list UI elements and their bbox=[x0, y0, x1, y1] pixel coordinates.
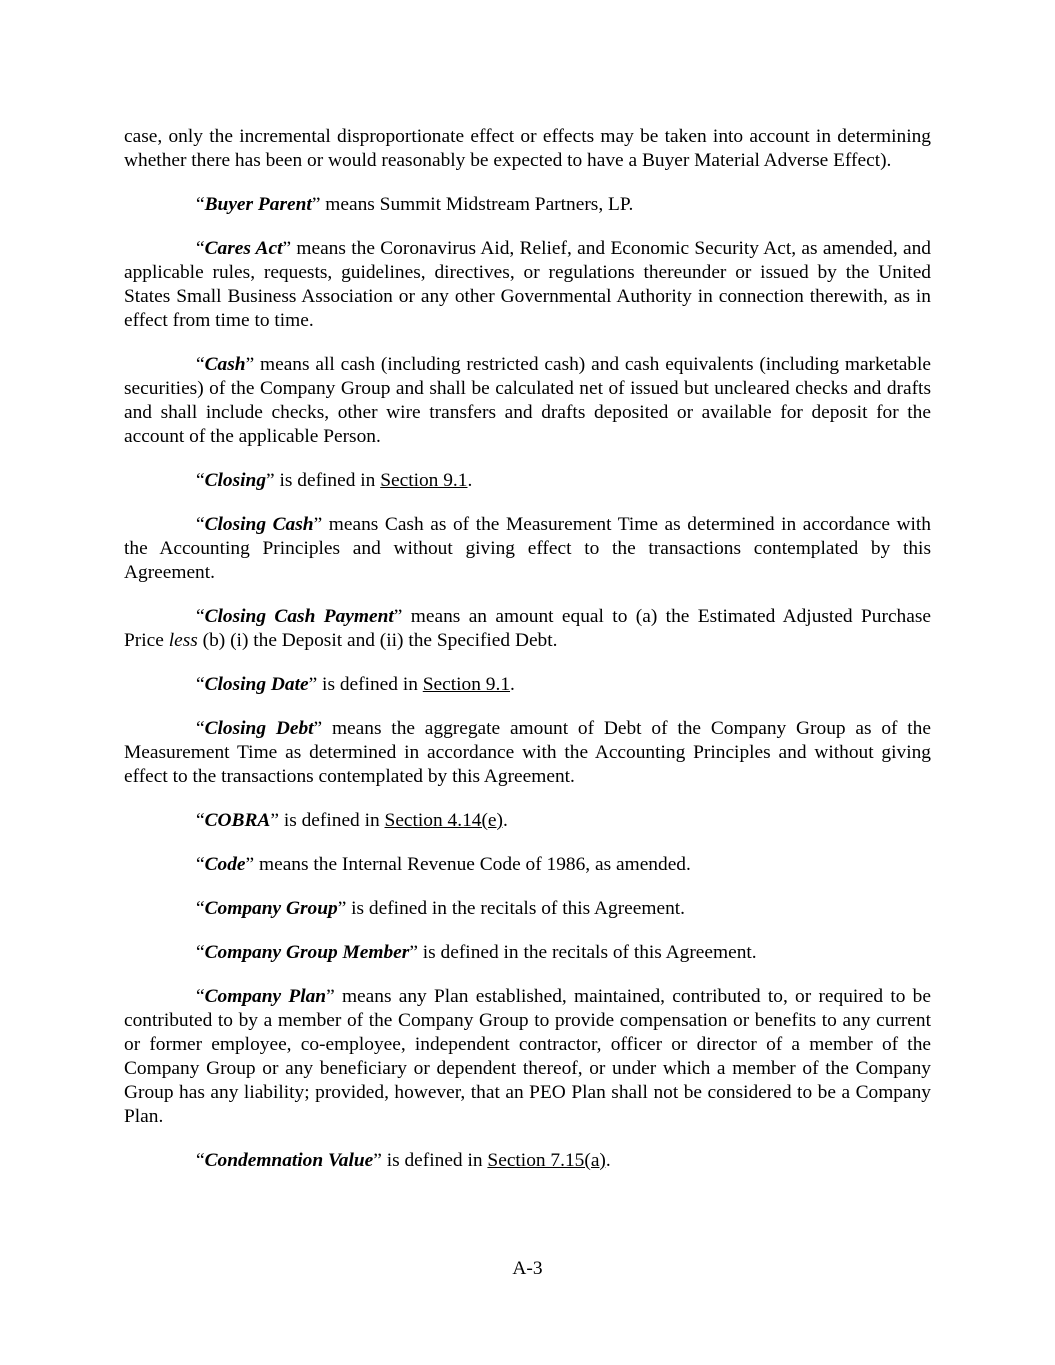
defined-term: Closing Cash bbox=[204, 514, 314, 535]
defined-term: Code bbox=[204, 854, 246, 875]
continuation-paragraph: case, only the incremental disproportionate effect or effects may be taken into account in determining whether there has been or would reasonably be expected to have a Buyer Material Adverse Effect). bbox=[124, 126, 931, 171]
definition-closing: “Closing” is defined in Section 9.1. bbox=[196, 470, 473, 491]
definition-closing-cash: “Closing Cash” means Cash as of the Measurement Time as determined in accordance with the Accounting Principles and without giving effect to the transactions contemplated by this Agreement. bbox=[124, 514, 931, 583]
defined-term: Cash bbox=[204, 354, 246, 375]
defined-term: Cares Act bbox=[204, 238, 283, 259]
section-reference-link[interactable]: Section 4.14(e) bbox=[384, 810, 503, 831]
defined-term: Condemnation Value bbox=[204, 1150, 374, 1171]
defined-term: Buyer Parent bbox=[204, 194, 312, 215]
definition-company-plan: “Company Plan” means any Plan established, maintained, contributed to, or required to be contributed to by a member of the Company Group to provide compensation or benefits to any current or former employee, co-employee, independent contractor, officer or director of a member of the Company Group or any beneficiary or dependent thereof, or under which a member of the Company Group has any liability; provided, however, that an PEO Plan shall not be considered to be a Company Plan. bbox=[124, 986, 931, 1127]
definition-closing-debt: “Closing Debt” means the aggregate amount of Debt of the Company Group as of the Measurement Time as determined in accordance with the Accounting Principles and without giving effect to the transactions contemplated by this Agreement. bbox=[124, 718, 931, 787]
defined-term: Company Group Member bbox=[204, 942, 410, 963]
section-reference-link[interactable]: Section 7.15(a) bbox=[487, 1150, 606, 1171]
defined-term: Closing Debt bbox=[204, 718, 314, 739]
definition-condemnation-value: “Condemnation Value” is defined in Section 7.15(a). bbox=[196, 1150, 611, 1171]
definition-closing-date: “Closing Date” is defined in Section 9.1. bbox=[196, 674, 515, 695]
italic-word: less bbox=[168, 630, 198, 651]
definition-code: “Code” means the Internal Revenue Code of 1986, as amended. bbox=[196, 854, 691, 875]
page-number: A-3 bbox=[512, 1258, 543, 1279]
definition-company-group: “Company Group” is defined in the recitals of this Agreement. bbox=[196, 898, 685, 919]
defined-term: Closing Cash Payment bbox=[204, 606, 394, 627]
defined-term: COBRA bbox=[204, 810, 271, 831]
definition-buyer-parent: “Buyer Parent” means Summit Midstream Partners, LP. bbox=[196, 194, 634, 215]
definition-cobra: “COBRA” is defined in Section 4.14(e). bbox=[196, 810, 508, 831]
defined-term: Company Plan bbox=[204, 986, 327, 1007]
definition-cash: “Cash” means all cash (including restricted cash) and cash equivalents (including marketable securities) of the Company Group and shall be calculated net of issued but uncleared checks and drafts and shall include checks, other wire transfers and drafts deposited or available for deposit for the account of the applicable Person. bbox=[124, 354, 931, 447]
definition-closing-cash-payment: “Closing Cash Payment” means an amount equal to (a) the Estimated Adjusted Purchase Price less (b) (i) the Deposit and (ii) the Specified Debt. bbox=[124, 606, 932, 651]
defined-term: Closing Date bbox=[204, 674, 309, 695]
section-reference-link[interactable]: Section 9.1 bbox=[380, 470, 468, 491]
defined-term: Closing bbox=[204, 470, 267, 491]
defined-term: Company Group bbox=[204, 898, 338, 919]
section-reference-link[interactable]: Section 9.1 bbox=[422, 674, 511, 695]
definition-company-group-member: “Company Group Member” is defined in the recitals of this Agreement. bbox=[196, 942, 757, 963]
document-body bbox=[124, 125, 931, 1193]
definition-cares-act: “Cares Act” means the Coronavirus Aid, Relief, and Economic Security Act, as amended, and applicable rules, requests, guidelines, directives, or regulations thereunder or issued by the United States Small Business Association or any other Governmental Authority in connection therewith, as in effect from time to time. bbox=[124, 238, 932, 331]
